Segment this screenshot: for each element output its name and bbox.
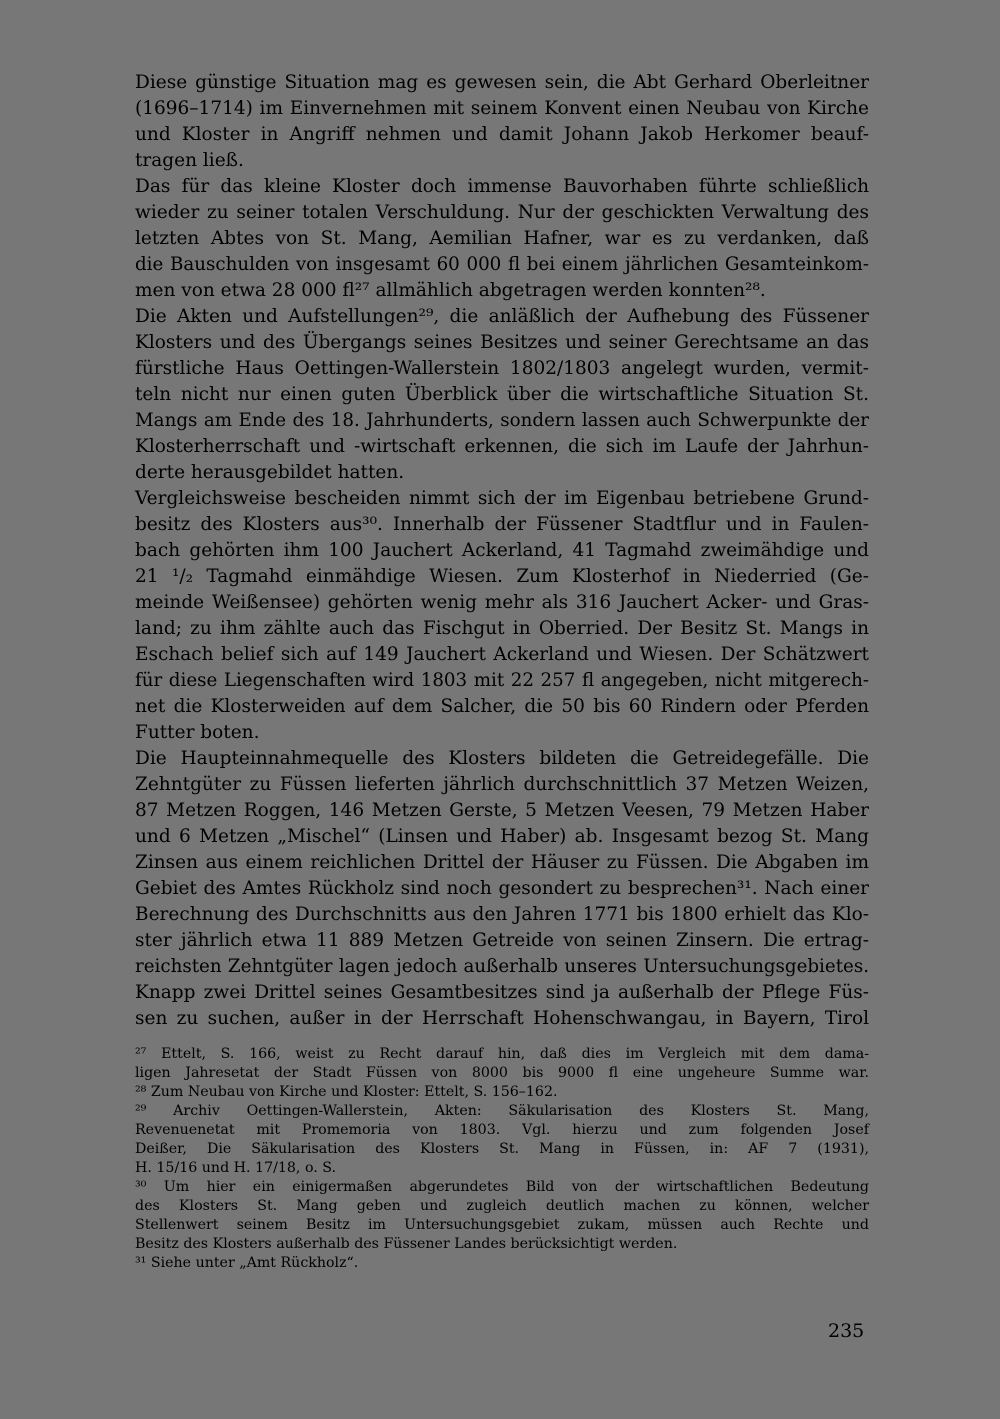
text-line: sen zu suchen, außer in der Herrschaft Hohenschwangau, in Bayern, Tirol <box>135 1008 869 1029</box>
text-line: Vergleichsweise bescheiden nimmt sich der im Eigenbau betriebene Grund- <box>135 488 869 509</box>
footnote-line: Revenuenetat mit Promemoria von 1803. Vgl. hierzu und zum folgenden Josef <box>135 1122 869 1138</box>
text-line: Eschach belief sich auf 149 Jauchert Ackerland und Wiesen. Der Schätzwert <box>135 644 869 665</box>
text-line: Mangs am Ende des 18. Jahrhunderts, sondern lassen auch Schwerpunkte der <box>135 410 869 431</box>
footnote-line: ³¹ Siehe unter „Amt Rückholz“. <box>135 1255 359 1271</box>
footnote-line: Deißer, Die Säkularisation des Klosters St. Mang in Füssen, in: AF 7 (1931), <box>135 1141 869 1157</box>
text-line: meinde Weißensee) gehörten wenig mehr als 316 Jauchert Acker- und Gras- <box>135 592 869 613</box>
text-line: tragen ließ. <box>135 150 244 171</box>
footnote-line: ²⁹ Archiv Oettingen-Wallerstein, Akten: Säkularisation des Klosters St. Mang, <box>135 1103 869 1119</box>
footnote-line: Stellenwert seinem Besitz im Untersuchungsgebiet zukam, müssen auch Rechte und <box>135 1217 869 1233</box>
text-line: reichsten Zehntgüter lagen jedoch außerhalb unseres Untersuchungsgebietes. <box>135 956 869 977</box>
text-line: und 6 Metzen „Mischel“ (Linsen und Haber) ab. Insgesamt bezog St. Mang <box>135 826 869 847</box>
text-line: die Bauschulden von insgesamt 60 000 fl bei einem jährlichen Gesamteinkom- <box>135 254 869 275</box>
text-line: besitz des Klosters aus³⁰. Innerhalb der Füssener Stadtflur und in Faulen- <box>135 514 869 535</box>
text-line: Klosterherrschaft und -wirtschaft erkennen, die sich im Laufe der Jahrhun- <box>135 436 869 457</box>
text-line: derte herausgebildet hatten. <box>135 462 405 483</box>
text-line: net die Klosterweiden auf dem Salcher, die 50 bis 60 Rindern oder Pferden <box>135 696 869 717</box>
footnote-line: Besitz des Klosters außerhalb des Füssener Landes berücksichtigt werden. <box>135 1236 678 1252</box>
text-line: bach gehörten ihm 100 Jauchert Ackerland, 41 Tagmahd zweimähdige und <box>135 540 869 561</box>
text-line: fürstliche Haus Oettingen-Wallerstein 1802/1803 angelegt wurden, vermit- <box>135 358 869 379</box>
text-line: Die Akten und Aufstellungen²⁹, die anläßlich der Aufhebung des Füssener <box>135 306 869 327</box>
text-line: für diese Liegenschaften wird 1803 mit 22 257 fl angegeben, nicht mitgerech- <box>135 670 869 691</box>
main-text-block <box>135 70 869 1032</box>
text-line: wieder zu seiner totalen Verschuldung. Nur der geschickten Verwaltung des <box>135 202 869 223</box>
text-line: Klosters und des Übergangs seines Besitzes und seiner Gerechtsame an das <box>135 332 869 353</box>
text-line: (1696–1714) im Einvernehmen mit seinem Konvent einen Neubau von Kirche <box>135 98 869 119</box>
text-line: Zinsen aus einem reichlichen Drittel der Häuser zu Füssen. Die Abgaben im <box>135 852 869 873</box>
text-line: ster jährlich etwa 11 889 Metzen Getreide von seinen Zinsern. Die ertrag- <box>135 930 869 951</box>
text-line: teln nicht nur einen guten Überblick über die wirtschaftliche Situation St. <box>135 384 869 405</box>
text-line: Diese günstige Situation mag es gewesen sein, die Abt Gerhard Oberleitner <box>135 72 869 93</box>
footnote-line: ligen Jahresetat der Stadt Füssen von 8000 bis 9000 fl eine ungeheure Summe war. <box>135 1065 869 1081</box>
text-line: men von etwa 28 000 fl²⁷ allmählich abgetragen werden konnten²⁸. <box>135 280 766 301</box>
text-line: Die Haupteinnahmequelle des Klosters bildeten die Getreidegefälle. Die <box>135 748 869 769</box>
footnote-line: ²⁷ Ettelt, S. 166, weist zu Recht darauf hin, daß dies im Vergleich mit dem dama- <box>135 1046 869 1062</box>
footnote-line: des Klosters St. Mang geben und zugleich deutlich machen zu können, welcher <box>135 1198 869 1214</box>
footnotes-block <box>135 1045 869 1273</box>
text-line: und Kloster in Angriff nehmen und damit Johann Jakob Herkomer beauf- <box>135 124 869 145</box>
text-line: 21 ¹/₂ Tagmahd einmähdige Wiesen. Zum Klosterhof in Niederried (Ge- <box>135 566 869 587</box>
footnote-line: ²⁸ Zum Neubau von Kirche und Kloster: Ettelt, S. 156–162. <box>135 1084 558 1100</box>
page-number: 235 <box>828 1320 865 1342</box>
text-line: Zehntgüter zu Füssen lieferten jährlich durchschnittlich 37 Metzen Weizen, <box>135 774 869 795</box>
text-line: Knapp zwei Drittel seines Gesamtbesitzes sind ja außerhalb der Pflege Füs- <box>135 982 869 1003</box>
footnote-line: H. 15/16 und H. 17/18, o. S. <box>135 1160 336 1176</box>
text-line: Berechnung des Durchschnitts aus den Jahren 1771 bis 1800 erhielt das Klo- <box>135 904 869 925</box>
text-line: letzten Abtes von St. Mang, Aemilian Hafner, war es zu verdanken, daß <box>135 228 869 249</box>
text-line: Das für das kleine Kloster doch immense Bauvorhaben führte schließlich <box>135 176 869 197</box>
text-line: land; zu ihm zählte auch das Fischgut in Oberried. Der Besitz St. Mangs in <box>135 618 869 639</box>
text-line: 87 Metzen Roggen, 146 Metzen Gerste, 5 Metzen Veesen, 79 Metzen Haber <box>135 800 869 821</box>
footnote-line: ³⁰ Um hier ein einigermaßen abgerundetes Bild von der wirtschaftlichen Bedeutung <box>135 1179 869 1195</box>
text-line: Gebiet des Amtes Rückholz sind noch gesondert zu besprechen³¹. Nach einer <box>135 878 869 899</box>
text-line: Futter boten. <box>135 722 260 743</box>
